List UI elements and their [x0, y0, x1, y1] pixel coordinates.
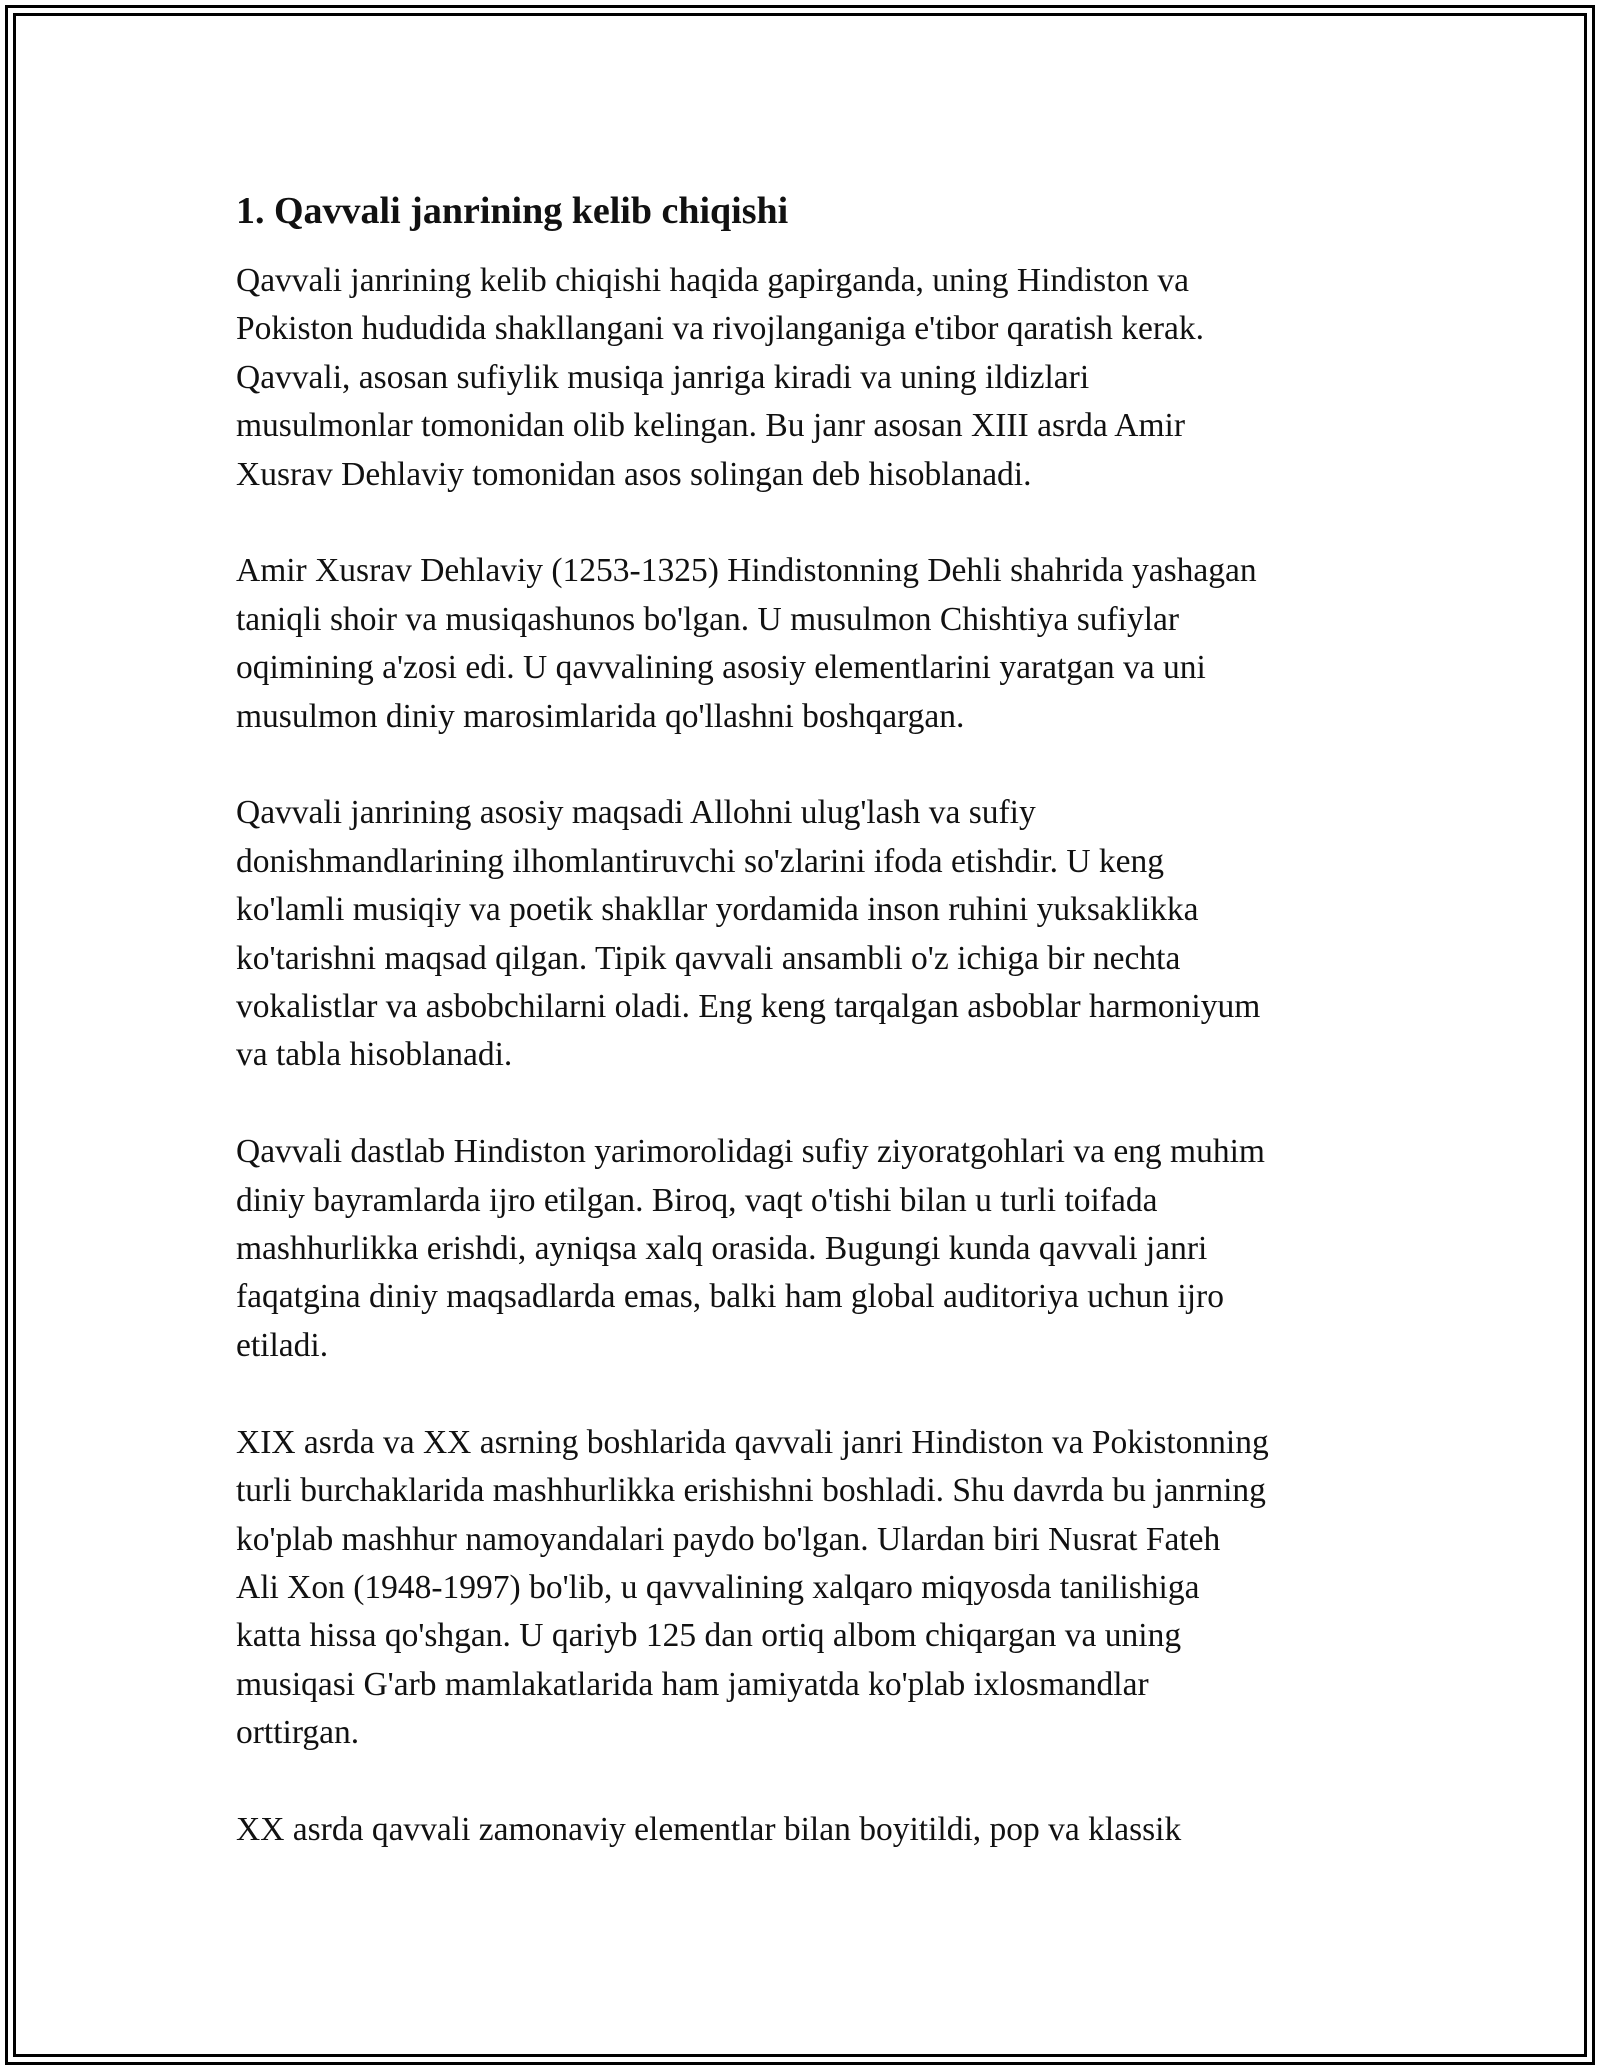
- paragraph: [236, 547, 1386, 741]
- paragraph-list: [236, 257, 1386, 1854]
- section-heading: 1. Qavvali janrining kelib chiqishi: [236, 190, 789, 232]
- text-line: diniy bayramlarda ijro etilgan. Biroq, vaqt o'tishi bilan u turli toifada: [236, 1181, 1158, 1219]
- text-line: etiladi.: [236, 1326, 329, 1364]
- text-line: Ali Xon (1948-1997) bo'lib, u qavvalining xalqaro miqyosda tanilishiga: [236, 1568, 1200, 1606]
- text-line: oqimining a'zosi edi. U qavvalining asosiy elementlarini yaratgan va uni: [236, 649, 1206, 687]
- text-line: Amir Xusrav Dehlaviy (1253-1325) Hindistonning Dehli shahrida yashagan: [236, 552, 1257, 590]
- text-line: Qavvali janrining kelib chiqishi haqida gapirganda, uning Hindiston va: [236, 262, 1190, 299]
- text-line: musulmonlar tomonidan olib kelingan. Bu janr asosan XIII asrda Amir: [236, 407, 1185, 445]
- text-line: orttirgan.: [236, 1714, 360, 1752]
- text-line: ko'tarishni maqsad qilgan. Tipik qavvali ansambli o'z ichiga bir nechta: [236, 939, 1181, 977]
- text-line: ko'plab mashhur namoyandalari paydo bo'lgan. Ulardan biri Nusrat Fateh: [236, 1520, 1221, 1558]
- text-line: Xusrav Dehlaviy tomonidan asos solingan deb hisoblanadi.: [236, 455, 1032, 493]
- text-line: faqatgina diniy maqsadlarda emas, balki ham global auditoriya uchun ijro: [236, 1278, 1224, 1316]
- text-line: katta hissa qo'shgan. U qariyb 125 dan ortiq albom chiqargan va uning: [236, 1617, 1182, 1655]
- text-line: mashhurlikka erishdi, ayniqsa xalq orasida. Bugungi kunda qavvali janri: [236, 1230, 1208, 1268]
- text-line: taniqli shoir va musiqashunos bo'lgan. U musulmon Chishtiya sufiylar: [236, 600, 1180, 638]
- paragraph: [236, 1128, 1386, 1370]
- text-line: donishmandlarining ilhomlantiruvchi so'zlarini ifoda etishdir. U keng: [236, 842, 1165, 880]
- text-line: musulmon diniy marosimlarida qo'llashni boshqargan.: [236, 697, 965, 735]
- text-line: va tabla hisoblanadi.: [236, 1036, 513, 1074]
- paragraph: [236, 1419, 1386, 1758]
- paragraph: [236, 789, 1386, 1079]
- text-line: XX asrda qavvali zamonaviy elementlar bilan boyitildi, pop va klassik: [236, 1810, 1182, 1848]
- text-line: musiqasi G'arb mamlakatlarida ham jamiyatda ko'plab ixlosmandlar: [236, 1665, 1149, 1703]
- paragraph: [236, 257, 1386, 499]
- text-line: Qavvali, asosan sufiylik musiqa janriga kiradi va uning ildizlari: [236, 358, 1090, 396]
- text-line: Qavvali dastlab Hindiston yarimorolidagi sufiy ziyoratgohlari va eng muhim: [236, 1133, 1265, 1171]
- document-body: [236, 186, 1386, 1903]
- text-line: Qavvali janrining asosiy maqsadi Allohni ulug'lash va sufiy: [236, 794, 1036, 832]
- text-line: Pokiston hududida shakllangani va rivojlanganiga e'tibor qaratish kerak.: [236, 310, 1204, 348]
- text-line: vokalistlar va asbobchilarni oladi. Eng keng tarqalgan asboblar harmoniyum: [236, 988, 1261, 1026]
- text-line: turli burchaklarida mashhurlikka erishishni boshladi. Shu davrda bu janrning: [236, 1472, 1266, 1510]
- text-line: XIX asrda va XX asrning boshlarida qavvali janri Hindiston va Pokistonning: [236, 1423, 1269, 1461]
- paragraph: [236, 1806, 1386, 1854]
- text-line: ko'lamli musiqiy va poetik shakllar yordamida inson ruhini yuksaklikka: [236, 891, 1199, 929]
